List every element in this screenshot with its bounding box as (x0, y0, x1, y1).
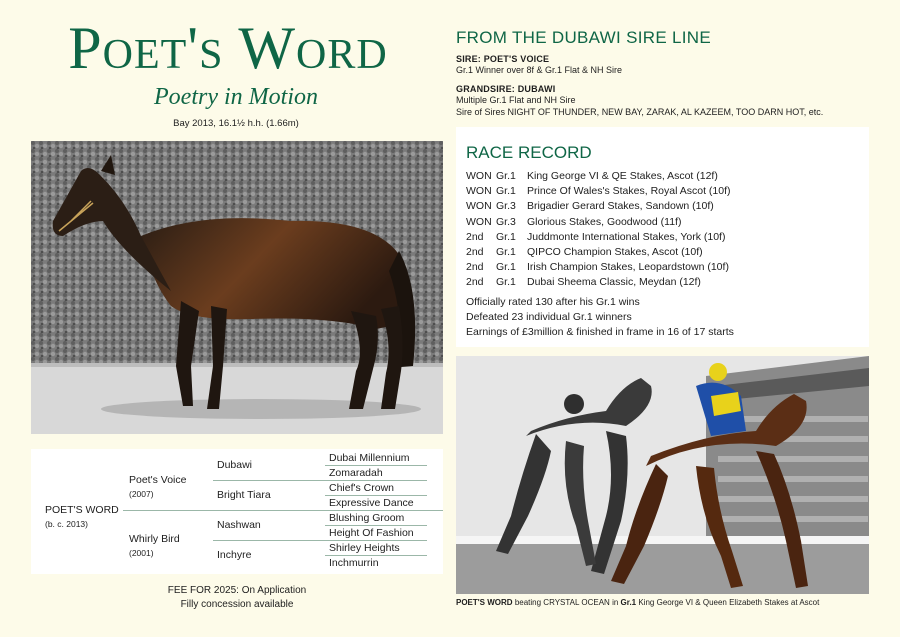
pedigree-great-grand-4: Expressive Dance (329, 497, 414, 509)
tagline: Poetry in Motion (154, 84, 318, 110)
race-grade: Gr.1 (496, 276, 516, 289)
race-race: Brigadier Gerard Stakes, Sandown (10f) (527, 200, 714, 213)
race-grade: Gr.3 (496, 215, 516, 228)
race-record-row (466, 199, 859, 214)
pedigree-dam (129, 533, 180, 558)
race-record-row (466, 275, 859, 290)
race-record-row (466, 169, 859, 184)
race-record-list (466, 169, 859, 291)
grandsire-text-1: Multiple Gr.1 Flat and NH Sire (456, 95, 576, 105)
race-photo (456, 356, 869, 594)
photo-caption (456, 598, 876, 607)
race-record-row (466, 260, 859, 275)
caption-text: in (612, 598, 619, 607)
pedigree-divider (213, 480, 328, 481)
caption-text: beating (514, 598, 542, 607)
pedigree-dam-name: Whirly Bird (129, 533, 180, 545)
pedigree-great-grand-3: Chief's Crown (329, 482, 395, 494)
stud-fee (31, 584, 443, 612)
grandsire-text-2: Sire of Sires NIGHT OF THUNDER, NEW BAY, ZARAK, AL KAZEEM, TOO DARN HOT, etc. (456, 107, 824, 117)
caption-grade: Gr.1 (620, 598, 637, 607)
pedigree-great-grand-2: Zomaradah (329, 467, 383, 479)
race-race: Glorious Stakes, Goodwood (11f) (527, 215, 682, 228)
sire-text: Gr.1 Winner over 8f & Gr.1 Flat & NH Sire (456, 65, 623, 75)
pedigree-great-grand-7: Shirley Heights (329, 542, 400, 554)
race-grade: Gr.1 (496, 230, 516, 243)
fee-line: FEE FOR 2025: On Application (167, 585, 307, 596)
grandsire-label: GRANDSIRE: DUBAWI (456, 84, 556, 94)
sire-line-heading: FROM THE DUBAWI SIRE LINE (456, 28, 711, 47)
race-race: Dubai Sheema Classic, Meydan (12f) (527, 276, 701, 289)
sire-label: SIRE: POET'S VOICE (456, 54, 550, 64)
race-record-row (466, 215, 859, 230)
race-grade: Gr.1 (496, 261, 516, 274)
race-result: WON (466, 185, 492, 198)
pedigree-great-grand-5: Blushing Groom (329, 512, 405, 524)
pedigree-subject-name: POET'S WORD (45, 504, 119, 516)
pedigree-grand-4: Inchyre (217, 549, 252, 561)
race-race: QIPCO Champion Stakes, Ascot (10f) (527, 246, 703, 259)
race-record-row (466, 230, 859, 245)
race-result: 2nd (466, 230, 484, 243)
pedigree-table (31, 449, 443, 574)
race-note: Defeated 23 individual Gr.1 winners (466, 310, 632, 323)
horse-description: Bay 2013, 16.1½ h.h. (1.66m) (173, 118, 299, 129)
pedigree-subject-detail: (b. c. 2013) (45, 519, 88, 529)
race-grade: Gr.1 (496, 246, 516, 259)
pedigree-great-grand-1: Dubai Millennium (329, 452, 410, 464)
sire-line-section (456, 28, 876, 118)
race-record-row (466, 184, 859, 199)
race-result: 2nd (466, 276, 484, 289)
pedigree-grand-3: Nashwan (217, 519, 261, 531)
pedigree-subject (45, 504, 119, 529)
race-note: Officially rated 130 after his Gr.1 wins (466, 295, 640, 308)
pedigree-great-grand-8: Inchmurrin (329, 557, 379, 569)
pedigree-grand-1: Dubawi (217, 459, 253, 471)
race-result: WON (466, 170, 492, 182)
caption-rival: CRYSTAL OCEAN (543, 598, 610, 607)
caption-race: King George VI & Queen Elizabeth Stakes at Ascot (638, 598, 820, 607)
race-record-panel (456, 127, 869, 347)
race-record-row (466, 245, 859, 260)
race-record-heading: RACE RECORD (466, 143, 592, 162)
race-result: WON (466, 200, 492, 213)
race-race: Irish Champion Stakes, Leopardstown (10f) (527, 261, 729, 274)
race-record-notes (466, 295, 859, 340)
horse-photo (31, 141, 443, 434)
race-result: WON (466, 215, 492, 228)
caption-horse: POET'S WORD (456, 598, 513, 607)
race-grade: Gr.1 (496, 185, 516, 198)
race-grade: Gr.1 (496, 170, 516, 182)
race-race: King George VI & QE Stakes, Ascot (12f) (527, 170, 718, 182)
race-grade: Gr.3 (496, 200, 516, 213)
pedigree-sire-detail: (2007) (129, 489, 154, 499)
pedigree-great-grand-6: Height Of Fashion (329, 527, 414, 539)
race-race: Juddmonte International Stakes, York (10f) (527, 230, 726, 243)
race-result: 2nd (466, 261, 484, 274)
race-race: Prince Of Wales's Stakes, Royal Ascot (10f) (527, 185, 731, 198)
page-title: Poet's Word (68, 15, 388, 81)
pedigree-sire (129, 474, 186, 499)
pedigree-sire-name: Poet's Voice (129, 474, 187, 486)
pedigree-dam-detail: (2001) (129, 548, 154, 558)
race-result: 2nd (466, 246, 484, 259)
pedigree-grand-2: Bright Tiara (217, 489, 271, 501)
pedigree-divider (213, 540, 328, 541)
fee-concession: Filly concession available (180, 599, 294, 610)
race-note: Earnings of £3million & finished in frame in 16 of 17 starts (466, 325, 734, 338)
